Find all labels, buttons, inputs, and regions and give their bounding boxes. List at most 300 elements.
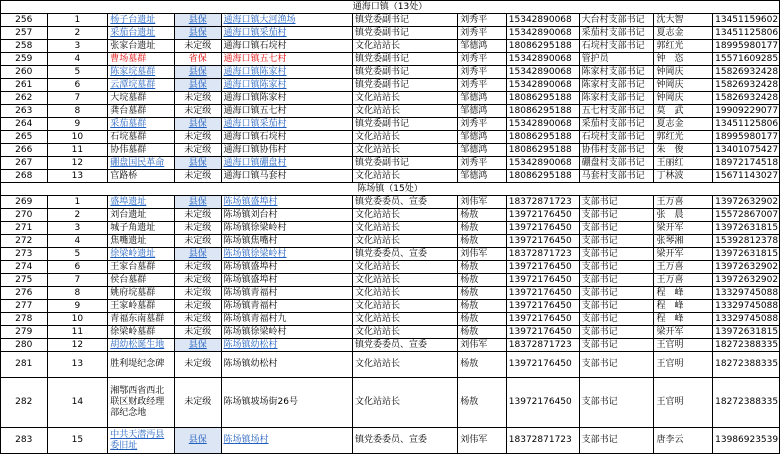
sequence-number: 12 (47, 339, 108, 352)
duty-title: 文化站站长 (353, 92, 458, 105)
contact-role: 硼盘村支部书记 (579, 157, 654, 170)
table-row (1, 352, 780, 378)
site-name: 盛埠遗址 (108, 196, 175, 209)
contact-phone: 15392812378 (713, 235, 780, 248)
site-address: 通海口镇采茄村 (221, 27, 353, 40)
row-number: 279 (1, 326, 48, 339)
site-address: 陈场镇焦嘴村 (221, 235, 353, 248)
contact-phone: 15671143027 (713, 170, 780, 183)
row-number: 272 (1, 235, 48, 248)
site-name: 硼盘国民革命 (108, 157, 175, 170)
protection-level: 县保 (174, 79, 221, 92)
table-row (1, 27, 780, 40)
table-row (1, 92, 780, 105)
site-name: 胡幼松诞生地 (108, 339, 175, 352)
duty-title: 文化站站长 (353, 352, 458, 378)
duty-title: 文化站站长 (353, 235, 458, 248)
contact-role: 陈家村支部书记 (579, 79, 654, 92)
protection-level: 未定级 (174, 235, 221, 248)
site-name: 协伟墓群 (108, 144, 175, 157)
contact-role: 陈家村支部书记 (579, 66, 654, 79)
responsible-phone: 13972176450 (506, 378, 579, 428)
contact-phone: 15826932428 (713, 92, 780, 105)
site-address: 陈场镇青福村九 (221, 313, 353, 326)
site-address: 通海口镇大河渔场 (221, 14, 353, 27)
site-name: 曹场墓群 (108, 53, 175, 66)
site-name: 官路桥 (108, 170, 175, 183)
duty-title: 文化站站长 (353, 274, 458, 287)
contact-role: 支部书记 (579, 248, 654, 261)
site-name: 徐梁岭墓群 (108, 326, 175, 339)
site-address: 通海口镇石垸村 (221, 131, 353, 144)
responsible-person: 杨敖 (458, 222, 507, 235)
site-address: 通海口镇五七村 (221, 53, 353, 66)
responsible-phone: 18372871723 (506, 248, 579, 261)
contact-name: 梁开军 (654, 222, 713, 235)
responsible-person: 杨敖 (458, 313, 507, 326)
responsible-phone: 15342890068 (506, 66, 579, 79)
site-address: 陈场镇青福村 (221, 287, 353, 300)
responsible-person: 杨敖 (458, 378, 507, 428)
contact-role: 支部书记 (579, 196, 654, 209)
duty-title: 文化站站长 (353, 261, 458, 274)
responsible-phone: 15342890068 (506, 157, 579, 170)
contact-role: 支部书记 (579, 378, 654, 428)
sequence-number: 4 (47, 235, 108, 248)
responsible-phone: 18372871723 (506, 339, 579, 352)
row-number: 256 (1, 14, 48, 27)
site-name: 大垸墓群 (108, 92, 175, 105)
sequence-number: 4 (47, 53, 108, 66)
row-number: 262 (1, 92, 48, 105)
row-number: 270 (1, 209, 48, 222)
table-row (1, 339, 780, 352)
responsible-person: 杨敖 (458, 209, 507, 222)
protection-level: 县保 (174, 157, 221, 170)
responsible-person: 刘秀平 (458, 53, 507, 66)
protection-level: 未定级 (174, 170, 221, 183)
site-address: 陈场镇青福村 (221, 300, 353, 313)
contact-name: 程 峰 (654, 287, 713, 300)
contact-name: 王万喜 (654, 261, 713, 274)
protection-level: 未定级 (174, 92, 221, 105)
contact-phone: 13972631815 (713, 326, 780, 339)
table-row (1, 14, 780, 27)
contact-role: 支部书记 (579, 300, 654, 313)
site-name: 采茄墓群 (108, 118, 175, 131)
sequence-number: 10 (47, 313, 108, 326)
contact-name: 王官明 (654, 378, 713, 428)
responsible-phone: 13972176450 (506, 222, 579, 235)
responsible-phone: 13972176450 (506, 352, 579, 378)
contact-phone: 13972631815 (713, 248, 780, 261)
protection-level: 县保 (174, 14, 221, 27)
protection-level: 县保 (174, 248, 221, 261)
sequence-number: 5 (47, 248, 108, 261)
responsible-phone: 18086295188 (506, 170, 579, 183)
duty-title: 镇党委委员、宣委 (353, 339, 458, 352)
sequence-number: 3 (47, 40, 108, 53)
protection-level: 县保 (174, 339, 221, 352)
sequence-number: 12 (47, 157, 108, 170)
site-address: 通海口镇石垸村 (221, 40, 353, 53)
row-number: 275 (1, 274, 48, 287)
contact-role: 支部书记 (579, 274, 654, 287)
row-number: 276 (1, 287, 48, 300)
site-address: 陈场镇幼松村 (221, 339, 353, 352)
contact-role: 支部书记 (579, 352, 654, 378)
contact-phone: 18995980177 (713, 40, 780, 53)
site-address: 陈场镇刘台村 (221, 209, 353, 222)
contact-role: 支部书记 (579, 339, 654, 352)
contact-phone: 13451159602 (713, 14, 780, 27)
contact-phone: 15826932428 (713, 79, 780, 92)
contact-role: 五七村支部书记 (579, 105, 654, 118)
contact-phone: 18972174518 (713, 157, 780, 170)
contact-name: 唐李云 (654, 428, 713, 454)
protection-level: 县保 (174, 428, 221, 454)
row-number: 265 (1, 131, 48, 144)
site-address: 陈场镇幼松村 (221, 352, 353, 378)
protection-level: 未定级 (174, 209, 221, 222)
protection-level: 县保 (174, 118, 221, 131)
site-address: 通海口镇马套村 (221, 170, 353, 183)
contact-name: 钟岡庆 (654, 79, 713, 92)
contact-phone: 13972632902 (713, 196, 780, 209)
contact-name: 莫 武 (654, 105, 713, 118)
contact-phone: 13986923539 (713, 428, 780, 454)
duty-title: 文化站站长 (353, 105, 458, 118)
contact-role: 协伟村支部书记 (579, 144, 654, 157)
table-row (1, 105, 780, 118)
site-name: 中共天潜沔县委旧址 (108, 428, 175, 454)
duty-title: 文化站站长 (353, 326, 458, 339)
responsible-phone: 18086295188 (506, 40, 579, 53)
contact-role: 陈家村支部书记 (579, 92, 654, 105)
site-name: 陈家垸墓群 (108, 66, 175, 79)
contact-phone: 18272388335 (713, 352, 780, 378)
row-number: 264 (1, 118, 48, 131)
row-number: 266 (1, 144, 48, 157)
contact-name: 郭红光 (654, 131, 713, 144)
sequence-number: 2 (47, 209, 108, 222)
site-address: 陈场镇盛埠村 (221, 274, 353, 287)
site-address: 陈场镇徐梁岭村 (221, 248, 353, 261)
table-row (1, 248, 780, 261)
responsible-phone: 13972176450 (506, 274, 579, 287)
contact-name: 张琴湘 (654, 235, 713, 248)
site-name: 杨子台遗址 (108, 14, 175, 27)
site-name: 刘台遗址 (108, 209, 175, 222)
contact-phone: 15572867007 (713, 209, 780, 222)
responsible-phone: 15342890068 (506, 53, 579, 66)
site-name: 青福东南墓群 (108, 313, 175, 326)
duty-title: 镇党委委员、宣委 (353, 428, 458, 454)
row-number: 269 (1, 196, 48, 209)
contact-name: 钟岡庆 (654, 66, 713, 79)
contact-phone: 13401075427 (713, 144, 780, 157)
responsible-person: 杨敖 (458, 352, 507, 378)
responsible-person: 刘秀平 (458, 66, 507, 79)
contact-phone: 15826932428 (713, 66, 780, 79)
table-row (1, 274, 780, 287)
site-address: 陈场镇徐梁岭村 (221, 326, 353, 339)
responsible-phone: 18086295188 (506, 105, 579, 118)
sequence-number: 9 (47, 118, 108, 131)
protection-level: 县保 (174, 66, 221, 79)
table-row (1, 235, 780, 248)
table-row (1, 79, 780, 92)
site-address: 通海口镇采茄村 (221, 118, 353, 131)
table-row (1, 313, 780, 326)
contact-role: 支部书记 (579, 287, 654, 300)
protection-level: 未定级 (174, 378, 221, 428)
contact-name: 钟 恣 (654, 53, 713, 66)
contact-phone: 18272388335 (713, 339, 780, 352)
contact-name: 王万喜 (654, 274, 713, 287)
duty-title: 镇党委副书记 (353, 27, 458, 40)
protection-level: 未定级 (174, 313, 221, 326)
contact-phone: 18995980177 (713, 131, 780, 144)
protection-level: 未定级 (174, 300, 221, 313)
duty-title: 镇党委副书记 (353, 14, 458, 27)
duty-title: 镇党委副书记 (353, 53, 458, 66)
contact-role: 管护员 (579, 53, 654, 66)
table-row (1, 53, 780, 66)
row-number: 261 (1, 79, 48, 92)
duty-title: 文化站站长 (353, 40, 458, 53)
site-name: 采茄台遗址 (108, 27, 175, 40)
sequence-number: 8 (47, 287, 108, 300)
row-number: 257 (1, 27, 48, 40)
sequence-number: 6 (47, 261, 108, 274)
site-name: 徐梁岭遗址 (108, 248, 175, 261)
site-name: 湘鄂西省西北联区财政经理部纪念地 (108, 378, 175, 428)
site-address: 通海口镇五七村 (221, 105, 353, 118)
protection-level: 未定级 (174, 352, 221, 378)
protection-level: 未定级 (174, 261, 221, 274)
protection-level: 未定级 (174, 131, 221, 144)
table-row (1, 222, 780, 235)
contact-role: 支部书记 (579, 222, 654, 235)
responsible-person: 刘伟军 (458, 339, 507, 352)
site-name: 龚台墓群 (108, 105, 175, 118)
contact-name: 夏志金 (654, 118, 713, 131)
responsible-phone: 18086295188 (506, 131, 579, 144)
responsible-phone: 18086295188 (506, 92, 579, 105)
duty-title: 镇党委副书记 (353, 79, 458, 92)
row-number: 280 (1, 339, 48, 352)
duty-title: 镇党委副书记 (353, 157, 458, 170)
contact-role: 支部书记 (579, 313, 654, 326)
responsible-phone: 15342890068 (506, 79, 579, 92)
table-row (1, 66, 780, 79)
responsible-person: 邹德鸿 (458, 105, 507, 118)
duty-title: 文化站站长 (353, 209, 458, 222)
table-row (1, 40, 780, 53)
row-number: 260 (1, 66, 48, 79)
row-number: 282 (1, 378, 48, 428)
responsible-phone: 13972176450 (506, 300, 579, 313)
duty-title: 文化站站长 (353, 300, 458, 313)
duty-title: 文化站站长 (353, 170, 458, 183)
protection-level: 县保 (174, 27, 221, 40)
contact-phone: 13329745088 (713, 287, 780, 300)
duty-title: 文化站站长 (353, 131, 458, 144)
contact-role: 支部书记 (579, 235, 654, 248)
contact-name: 王官明 (654, 339, 713, 352)
contact-name: 夏志金 (654, 27, 713, 40)
contact-phone: 13329745088 (713, 300, 780, 313)
sequence-number: 13 (47, 352, 108, 378)
contact-phone: 19909229077 (713, 105, 780, 118)
sequence-number: 11 (47, 144, 108, 157)
site-address: 通海口镇协伟村 (221, 144, 353, 157)
contact-phone: 13972631815 (713, 222, 780, 235)
sequence-number: 14 (47, 378, 108, 428)
contact-name: 钟岡庆 (654, 92, 713, 105)
responsible-person: 邹德鸿 (458, 131, 507, 144)
contact-role: 支部书记 (579, 209, 654, 222)
contact-name: 郭红光 (654, 40, 713, 53)
protection-level: 县保 (174, 196, 221, 209)
table-row (1, 326, 780, 339)
responsible-person: 杨敖 (458, 300, 507, 313)
protection-level: 省保 (174, 53, 221, 66)
sequence-number: 1 (47, 196, 108, 209)
table-row (1, 428, 780, 454)
table-row (1, 157, 780, 170)
responsible-person: 刘伟军 (458, 196, 507, 209)
section-title: 陈场镇（15处） (1, 183, 780, 196)
table-row (1, 261, 780, 274)
contact-name: 程 峰 (654, 300, 713, 313)
responsible-phone: 15342890068 (506, 27, 579, 40)
contact-role: 采茄村支部书记 (579, 118, 654, 131)
contact-role: 支部书记 (579, 261, 654, 274)
sequence-number: 10 (47, 131, 108, 144)
protection-level: 未定级 (174, 222, 221, 235)
responsible-phone: 15342890068 (506, 118, 579, 131)
site-address: 陈场镇盛埠村 (221, 196, 353, 209)
contact-name: 梁开军 (654, 326, 713, 339)
row-number: 271 (1, 222, 48, 235)
site-name: 城子角遗址 (108, 222, 175, 235)
contact-name: 王万喜 (654, 196, 713, 209)
contact-name: 丁林波 (654, 170, 713, 183)
contact-phone: 13972632902 (713, 274, 780, 287)
site-address: 通海口镇陈家村 (221, 66, 353, 79)
responsible-person: 邹德鸿 (458, 40, 507, 53)
row-number: 278 (1, 313, 48, 326)
sequence-number: 13 (47, 170, 108, 183)
row-number: 274 (1, 261, 48, 274)
responsible-person: 刘伟军 (458, 428, 507, 454)
protection-level: 未定级 (174, 144, 221, 157)
site-name: 王家岭墓群 (108, 300, 175, 313)
row-number: 267 (1, 157, 48, 170)
contact-phone: 13451125806 (713, 27, 780, 40)
sequence-number: 3 (47, 222, 108, 235)
contact-role: 大台村支部书记 (579, 14, 654, 27)
row-number: 283 (1, 428, 48, 454)
row-number: 273 (1, 248, 48, 261)
responsible-person: 杨敖 (458, 235, 507, 248)
responsible-person: 杨敖 (458, 326, 507, 339)
responsible-person: 刘伟军 (458, 248, 507, 261)
protection-level: 未定级 (174, 105, 221, 118)
responsible-phone: 13972176450 (506, 235, 579, 248)
section-header-chenchang (1, 183, 780, 196)
site-address: 陈场镇盛埠村 (221, 261, 353, 274)
sequence-number: 15 (47, 428, 108, 454)
contact-name: 王官明 (654, 352, 713, 378)
row-number: 277 (1, 300, 48, 313)
sequence-number: 5 (47, 66, 108, 79)
site-name: 张家台遗址 (108, 40, 175, 53)
site-name: 石垸墓群 (108, 131, 175, 144)
contact-role: 采茄村支部书记 (579, 27, 654, 40)
responsible-person: 杨敖 (458, 261, 507, 274)
duty-title: 镇党委委员、宣委 (353, 196, 458, 209)
contact-role: 石垸村支部书记 (579, 131, 654, 144)
responsible-phone: 13972176450 (506, 261, 579, 274)
duty-title: 镇党委委员、宣委 (353, 248, 458, 261)
table-row (1, 209, 780, 222)
contact-role: 支部书记 (579, 428, 654, 454)
responsible-phone: 18372871723 (506, 196, 579, 209)
contact-role: 马套村支部书记 (579, 170, 654, 183)
duty-title: 文化站站长 (353, 144, 458, 157)
responsible-phone: 18372871723 (506, 428, 579, 454)
contact-phone: 15571609285 (713, 53, 780, 66)
protection-level: 未定级 (174, 287, 221, 300)
duty-title: 文化站站长 (353, 313, 458, 326)
table-row (1, 118, 780, 131)
site-name: 王家台墓群 (108, 261, 175, 274)
duty-title: 文化站站长 (353, 222, 458, 235)
sequence-number: 2 (47, 27, 108, 40)
duty-title: 镇党委副书记 (353, 66, 458, 79)
contact-name: 程 峰 (654, 313, 713, 326)
site-address: 陈场镇场村 (221, 428, 353, 454)
responsible-phone: 18086295188 (506, 144, 579, 157)
site-name: 云潭垸墓群 (108, 79, 175, 92)
sequence-number: 7 (47, 274, 108, 287)
contact-name: 王丽红 (654, 157, 713, 170)
responsible-person: 邹德鸿 (458, 92, 507, 105)
sequence-number: 9 (47, 300, 108, 313)
site-address: 陈场镇徐梁岭村 (221, 222, 353, 235)
site-address: 通海口镇陈家村 (221, 92, 353, 105)
row-number: 268 (1, 170, 48, 183)
site-name: 姚府垸墓群 (108, 287, 175, 300)
section-header-tonghaikou (1, 1, 780, 14)
section-title: 通海口镇（13处） (1, 1, 780, 14)
responsible-phone: 13972176450 (506, 209, 579, 222)
responsible-person: 刘秀平 (458, 157, 507, 170)
sequence-number: 1 (47, 14, 108, 27)
responsible-person: 刘秀平 (458, 27, 507, 40)
table-row (1, 378, 780, 428)
contact-phone: 18272388335 (713, 378, 780, 428)
table-row (1, 300, 780, 313)
responsible-person: 邹德鸿 (458, 144, 507, 157)
duty-title: 文化站站长 (353, 287, 458, 300)
table-row (1, 196, 780, 209)
contact-role: 支部书记 (579, 326, 654, 339)
contact-name: 张 晨 (654, 209, 713, 222)
